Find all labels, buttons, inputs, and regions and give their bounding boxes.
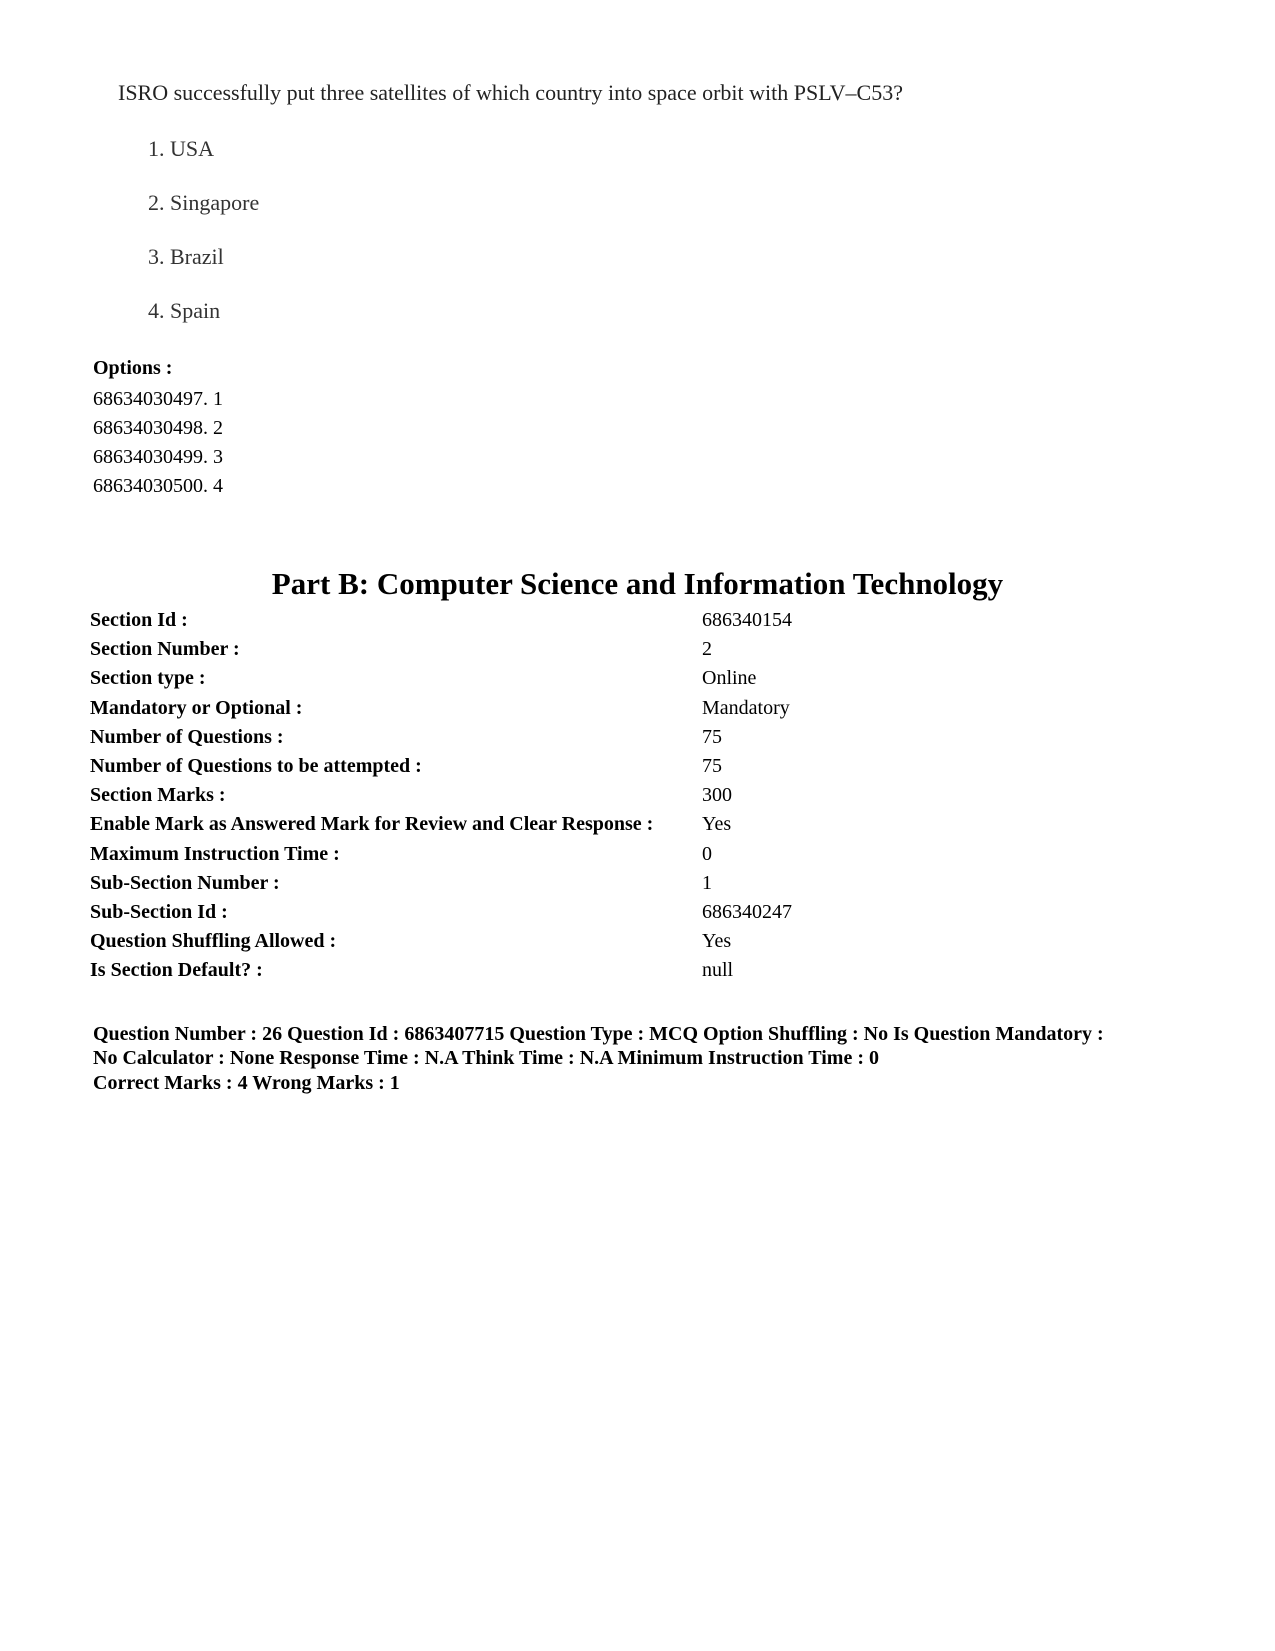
info-label: Sub-Section Number : [90,871,280,894]
info-value: 1 [702,871,712,894]
info-value: Yes [702,930,732,953]
info-label: Section type : [90,667,206,690]
option-item: 68634030497. 1 [93,388,223,410]
info-label: Mandatory or Optional : [90,696,303,719]
info-value: null [702,959,734,982]
info-label: Question Shuffling Allowed : [90,930,337,953]
options-label: Options : [93,357,173,379]
question-meta-line: No Calculator : None Response Time : N.A Think Time : N.A Minimum Instruction Time : 0 [93,1047,879,1069]
option-item: 68634030499. 3 [93,446,223,468]
info-value: 686340247 [702,901,792,924]
question-marks: Correct Marks : 4 Wrong Marks : 1 [93,1072,400,1094]
info-value: 2 [702,638,712,661]
info-row [90,635,792,664]
info-label: Maximum Instruction Time : [90,842,340,865]
info-row [90,898,792,927]
info-row [90,752,792,781]
info-row [90,664,792,693]
info-value: Online [702,667,757,690]
choice-1: 1. USA [148,136,215,161]
question-meta-line: Question Number : 26 Question Id : 6863407715 Question Type : MCQ Option Shuffling : No Is Question Mandatory : [93,1023,1104,1045]
info-label: Enable Mark as Answered Mark for Review and Clear Response : [90,813,654,836]
info-label: Number of Questions : [90,725,284,748]
info-row [90,956,792,985]
info-row [90,810,792,839]
info-value: Mandatory [702,696,790,719]
option-item: 68634030498. 2 [93,417,223,439]
info-value: 75 [702,755,722,778]
part-title: Part B: Computer Science and Information Technology [271,566,1004,601]
choice-2: 2. Singapore [148,190,260,215]
question-text: ISRO successfully put three satellites of which country into space orbit with PSLV–C53? [118,80,903,105]
info-row [90,781,792,810]
info-row [90,840,792,869]
info-row [90,723,792,752]
info-value: 300 [702,784,732,807]
info-value: 686340154 [702,609,792,631]
question-meta [93,1022,1203,1070]
info-value: 75 [702,725,722,748]
info-label: Section Number : [90,638,240,661]
info-row [90,606,792,635]
section-info-table [90,606,792,986]
options-list [93,385,223,501]
info-row [90,927,792,956]
info-label: Section Marks : [90,784,226,807]
choice-3: 3. Brazil [148,244,224,269]
info-value: 0 [702,842,712,865]
option-item: 68634030500. 4 [93,475,223,497]
info-label: Sub-Section Id : [90,901,228,924]
info-label: Is Section Default? : [90,959,263,982]
info-value: Yes [702,813,732,836]
info-label: Number of Questions to be attempted : [90,755,422,778]
info-row [90,694,792,723]
info-label: Section Id : [90,609,188,631]
choice-4: 4. Spain [148,298,221,323]
info-row [90,869,792,898]
